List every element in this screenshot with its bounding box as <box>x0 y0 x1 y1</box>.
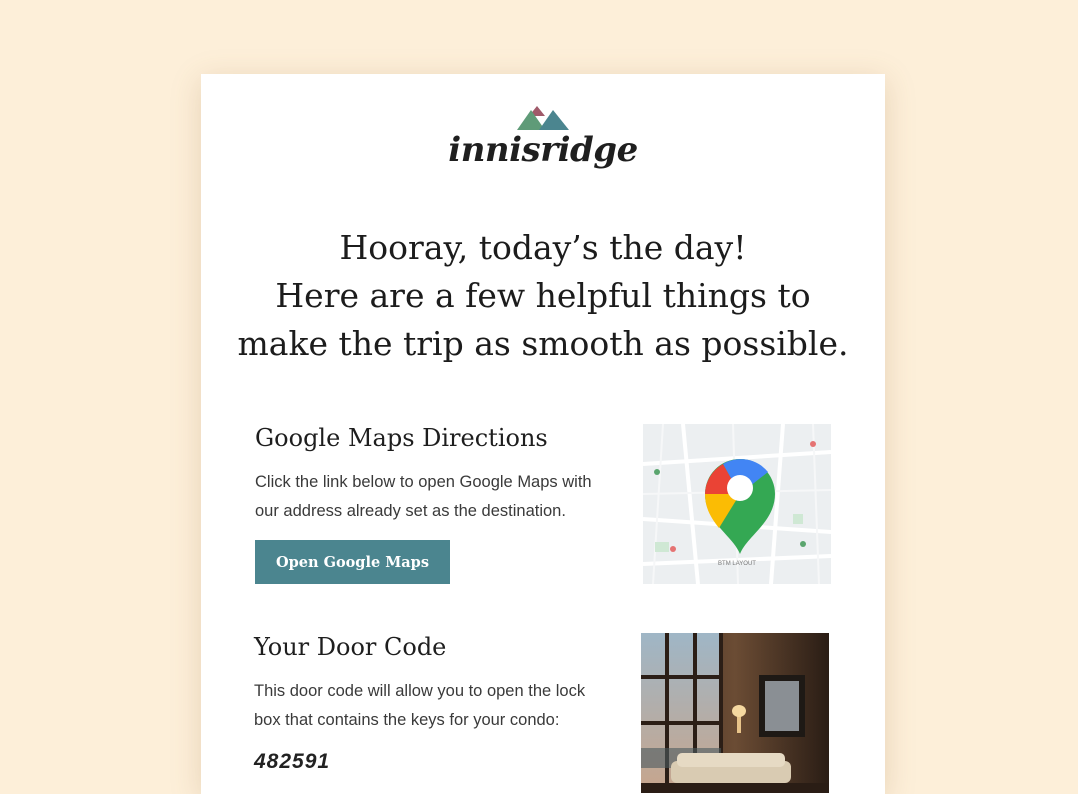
map-area-label: BTM LAYOUT <box>718 561 756 567</box>
door-code-value: 482591 <box>254 750 331 773</box>
headline-line-3: make the trip as smooth as possible. <box>237 324 849 363</box>
open-google-maps-button[interactable]: Open Google Maps <box>255 540 450 584</box>
headline-line-1: Hooray, today’s the day! <box>339 228 747 267</box>
door-code-section-title: Your Door Code <box>254 633 447 661</box>
page-headline <box>231 224 855 368</box>
condo-living-room-photo <box>641 633 829 793</box>
headline-line-2: Here are a few helpful things to <box>275 276 811 315</box>
brand-logo <box>201 104 885 184</box>
maps-section-title: Google Maps Directions <box>255 424 548 452</box>
door-code-section-text: This door code will allow you to open the lock box that contains the keys for your condo: <box>254 682 586 729</box>
google-maps-thumbnail[interactable] <box>643 424 831 584</box>
brand-wordmark: innisridge <box>448 130 638 170</box>
email-card <box>201 74 885 794</box>
maps-section-text: Click the link below to open Google Maps with our address already set as the destination. <box>255 473 592 520</box>
